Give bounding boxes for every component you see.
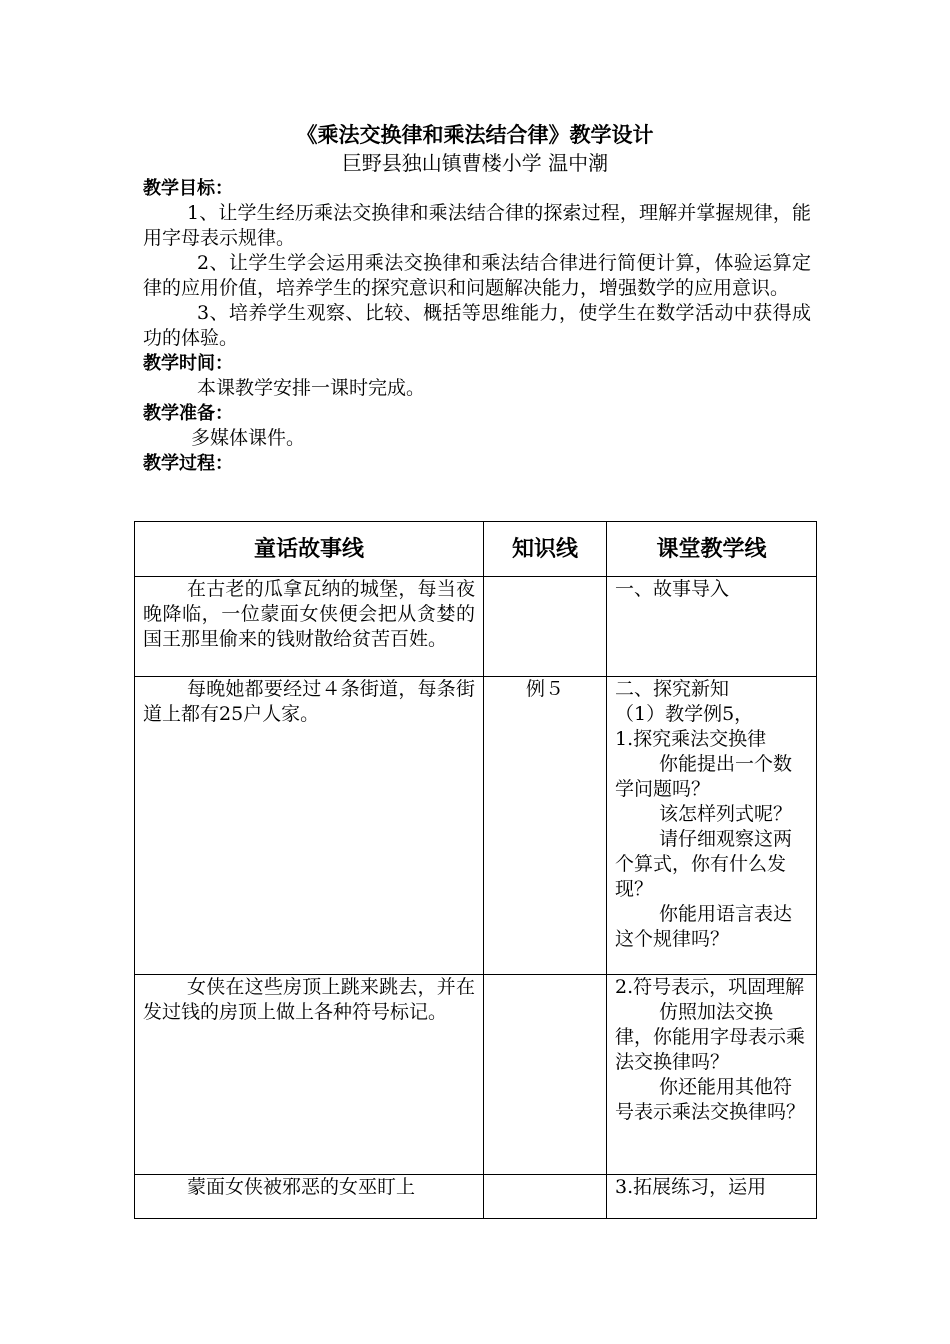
teaching-process-table [134,521,817,1219]
lesson-line: 该怎样列式呢？ [659,803,793,825]
time-text: 本课教学安排一课时完成。 [197,377,426,399]
story-cell: 在古老的瓜拿瓦纳的城堡，每当夜晚降临，一位蒙面女侠便会把从贪婪的国王那里偷来的钱财散给贫苦百姓。 [135,577,484,677]
knowledge-cell [484,975,607,1175]
lesson-line: 你还能用其他符号表示乘法交换律吗？ [615,1076,806,1123]
knowledge-cell [484,577,607,677]
story-cell: 蒙面女侠被邪恶的女巫盯上 [135,1175,484,1219]
lesson-line: 仿照加法交换律，你能用字母表示乘法交换律吗？ [615,1001,806,1073]
table-header-row [135,522,817,577]
lesson-line: 2.符号表示，巩固理解 [615,976,805,998]
document-body [143,176,811,476]
header-lesson-line: 课堂教学线 [607,522,817,577]
lesson-line: 请仔细观察这两个算式，你有什么发现？ [615,828,793,900]
time-heading: 教学时间： [143,353,233,374]
knowledge-cell [484,1175,607,1219]
table-row [135,1175,817,1219]
lesson-line: 一、故事导入 [615,578,730,600]
goal-1: 1、让学生经历乘法交换律和乘法结合律的探索过程，理解并掌握规律，能用字母表示规律。 [143,202,811,249]
lesson-line: 1.探究乘法交换律 [615,728,767,750]
table-row [135,577,817,677]
goal-3: 3、培养学生观察、比较、概括等思维能力，使学生在数学活动中获得成功的体验。 [143,302,811,349]
prep-text: 多媒体课件。 [191,427,306,449]
lesson-line: 你能用语言表达这个规律吗？ [615,903,793,950]
header-knowledge-line: 知识线 [484,522,607,577]
lesson-cell [607,577,817,677]
table-row [135,677,817,975]
goal-2: 2、让学生学会运用乘法交换律和乘法结合律进行简便计算，体验运算定律的应用价值，培养学生的探究意识和问题解决能力，增强数学的应用意识。 [143,252,811,299]
lesson-line: 你能提出一个数学问题吗？ [615,753,793,800]
story-cell: 每晚她都要经过４条街道，每条街道上都有25户人家。 [135,677,484,975]
lesson-line: 二、探究新知 [615,678,730,700]
table-row [135,975,817,1175]
process-heading: 教学过程： [143,453,233,474]
prep-heading: 教学准备： [143,403,233,424]
lesson-line: 3.拓展练习，运用 [615,1176,767,1198]
header-story-line: 童话故事线 [135,522,484,577]
goals-heading: 教学目标： [143,178,233,199]
lesson-cell [607,975,817,1175]
lesson-cell [607,1175,817,1219]
document-author: 巨野县独山镇曹楼小学 温中潮 [341,151,609,175]
lesson-cell [607,677,817,975]
document-title: 《乘法交换律和乘法结合律》教学设计 [296,122,654,147]
knowledge-cell: 例５ [484,677,607,975]
lesson-line: （1）教学例5， [615,703,754,725]
story-cell: 女侠在这些房顶上跳来跳去，并在发过钱的房顶上做上各种符号标记。 [135,975,484,1175]
